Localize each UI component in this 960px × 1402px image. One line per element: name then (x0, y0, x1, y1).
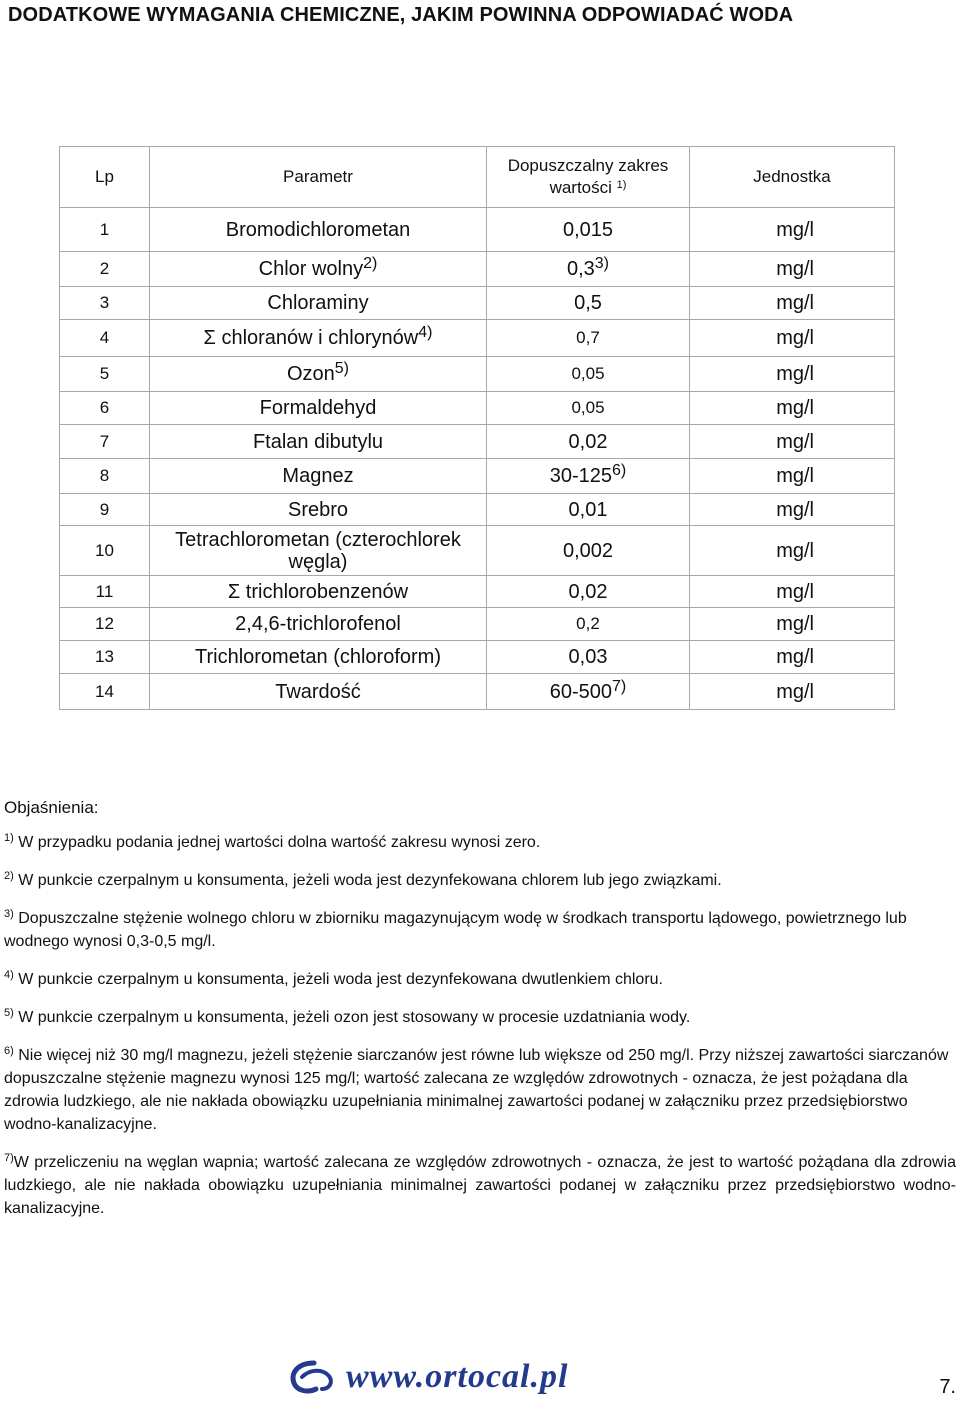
wave-logo-icon (284, 1357, 342, 1397)
table-row (60, 459, 895, 494)
notes-section (4, 796, 956, 1235)
cell-param (150, 208, 487, 252)
value-text: 30-125 (549, 465, 613, 487)
note-text: Nie więcej niż 30 mg/l magnezu, jeżeli stężenie siarczanów jest równe lub większe od 250 mg/l. Przy niższej zawartości siarczanów dopuszczalne stężenie magnezu wynosi 125 mg/l; wartość zalecana ze względów zdrowotnych - oznacza, że jest pożądana dla zdrowia ludzkiego, ale nie nakłada obowiązku uzupełniania minimalnej zawartości podanej w załączniku przez przedsiębiorstwo wodno-kanalizacyjne. (4, 1047, 949, 1133)
note-item (4, 1044, 956, 1136)
value-text: 0,2 (576, 614, 600, 633)
cell-lp: 9 (60, 494, 150, 526)
note-item (4, 1006, 956, 1029)
note-ref: 7) (4, 1152, 14, 1164)
cell-value (487, 576, 690, 608)
cell-unit: mg/l (690, 320, 895, 357)
cell-param (150, 459, 487, 494)
table-row (60, 526, 895, 576)
param-name-line2: węgla) (288, 550, 348, 573)
cell-unit: mg/l (690, 252, 895, 287)
note-ref: 5) (4, 1007, 14, 1019)
note-item (4, 831, 956, 854)
cell-unit: mg/l (690, 459, 895, 494)
note-ref: 4) (4, 969, 14, 981)
value-text: 60-500 (549, 680, 613, 703)
cell-value (487, 320, 690, 357)
cell-lp: 2 (60, 252, 150, 287)
note-ref: 3) (4, 908, 14, 920)
cell-param (150, 674, 487, 710)
param-footnote-ref: 2) (363, 255, 378, 272)
note-ref: 2) (4, 870, 14, 882)
notes-heading: Objaśnienia: (4, 798, 99, 817)
note-text: W punkcie czerpalnym u konsumenta, jeżeli ozon jest stosowany w procesie uzdatniania wody. (18, 1009, 691, 1026)
param-name: Σ chloranów i chlorynów (203, 327, 419, 349)
param-name: Magnez (282, 465, 354, 487)
cell-unit: mg/l (690, 392, 895, 425)
note-text: W punkcie czerpalnym u konsumenta, jeżeli woda jest dezynfekowana chlorem lub jego związkami. (18, 872, 722, 889)
value-text: 0,03 (568, 646, 608, 668)
cell-param (150, 252, 487, 287)
cell-unit: mg/l (690, 576, 895, 608)
cell-param (150, 576, 487, 608)
cell-param (150, 641, 487, 674)
param-name: Srebro (287, 498, 349, 521)
table-header-row (60, 147, 895, 208)
note-text: W przeliczeniu na węglan wapnia; wartość zalecana ze względów zdrowotnych - oznacza, że jest to wartość pożądana dla zdrowia ludzkiego, ale nie nakłada obowiązku uzupełniania minimalnej zawartości podanej w załączniku przez przedsiębiorstwo wodno-kanalizacyjne. (4, 1154, 956, 1217)
cell-param (150, 526, 487, 576)
note-item (4, 907, 956, 953)
cell-value (487, 208, 690, 252)
cell-unit: mg/l (690, 641, 895, 674)
note-item (4, 968, 956, 991)
cell-lp: 12 (60, 608, 150, 641)
value-text: 0,02 (568, 430, 608, 453)
cell-unit: mg/l (690, 357, 895, 392)
note-text: W punkcie czerpalnym u konsumenta, jeżeli woda jest dezynfekowana dwutlenkiem chloru. (18, 971, 663, 988)
table-row (60, 287, 895, 320)
table-row (60, 576, 895, 608)
param-name: Trichlorometan (chloroform) (195, 646, 441, 668)
note-ref: 6) (4, 1045, 14, 1057)
note-text: W przypadku podania jednej wartości dolna wartość zakresu wynosi zero. (18, 834, 541, 851)
cell-value (487, 287, 690, 320)
cell-param (150, 357, 487, 392)
table-row (60, 357, 895, 392)
param-name: Chloraminy (267, 292, 369, 314)
value-text: 0,02 (568, 580, 608, 603)
param-name: Σ trichlorobenzenów (227, 580, 409, 603)
cell-value (487, 459, 690, 494)
value-text: 0,5 (574, 292, 602, 314)
value-footnote-ref: 6) (612, 462, 627, 479)
cell-value (487, 494, 690, 526)
table-row (60, 252, 895, 287)
cell-unit: mg/l (690, 526, 895, 576)
note-text: Dopuszczalne stężenie wolnego chloru w zbiorniku magazynującym wodę w środkach transportu lądowego, powietrznego lub wodnego wynosi 0,3-0,5 mg/l. (4, 910, 907, 950)
cell-param (150, 320, 487, 357)
note-item (4, 1151, 956, 1220)
cell-unit: mg/l (690, 608, 895, 641)
cell-value (487, 357, 690, 392)
table-row (60, 608, 895, 641)
cell-value (487, 608, 690, 641)
cell-value (487, 252, 690, 287)
cell-param (150, 494, 487, 526)
page-number: 7. (939, 1376, 956, 1398)
param-footnote-ref: 4) (418, 324, 433, 341)
cell-unit: mg/l (690, 494, 895, 526)
cell-lp: 7 (60, 425, 150, 459)
cell-param (150, 392, 487, 425)
cell-lp: 5 (60, 357, 150, 392)
cell-unit: mg/l (690, 674, 895, 710)
value-text: 0,015 (562, 218, 614, 241)
cell-value (487, 425, 690, 459)
cell-value (487, 674, 690, 710)
value-text: 0,05 (571, 398, 605, 417)
cell-value (487, 526, 690, 576)
param-name: Chlor wolny (258, 258, 364, 280)
cell-lp: 8 (60, 459, 150, 494)
value-footnote-ref: 3) (594, 255, 610, 272)
param-name: Ftalan dibutylu (252, 430, 384, 453)
value-text: 0,002 (562, 539, 614, 562)
note-item (4, 869, 956, 892)
param-footnote-ref: 5) (334, 360, 350, 377)
cell-lp: 3 (60, 287, 150, 320)
cell-param (150, 425, 487, 459)
requirements-table (59, 146, 895, 710)
cell-lp: 10 (60, 526, 150, 576)
header-value (487, 147, 690, 208)
header-value-ref: 1) (616, 179, 627, 191)
table-row (60, 494, 895, 526)
logo-text: www.ortocal.pl (346, 1358, 569, 1395)
cell-unit: mg/l (690, 208, 895, 252)
table-row (60, 641, 895, 674)
table-row (60, 208, 895, 252)
cell-value (487, 641, 690, 674)
cell-lp: 13 (60, 641, 150, 674)
cell-lp: 4 (60, 320, 150, 357)
cell-value (487, 392, 690, 425)
header-lp: Lp (60, 147, 150, 208)
table-row (60, 320, 895, 357)
table-row (60, 425, 895, 459)
param-name: Bromodichlorometan (225, 218, 411, 241)
param-name: Ozon (286, 363, 335, 385)
header-value-line2: wartości (549, 178, 612, 197)
cell-lp: 6 (60, 392, 150, 425)
param-name: 2,4,6-trichlorofenol (235, 613, 401, 635)
cell-param (150, 287, 487, 320)
header-unit: Jednostka (690, 147, 895, 208)
table-row (60, 674, 895, 710)
cell-unit: mg/l (690, 287, 895, 320)
value-footnote-ref: 7) (612, 677, 627, 695)
value-text: 0,7 (576, 328, 600, 347)
cell-lp: 1 (60, 208, 150, 252)
value-text: 0,05 (571, 364, 605, 383)
param-name: Formaldehyd (259, 397, 377, 419)
param-name: Tetrachlorometan (czterochlorek (175, 528, 461, 551)
header-param: Parametr (150, 147, 487, 208)
header-value-line1: Dopuszczalny zakres (507, 156, 669, 175)
value-text: 0,3 (566, 258, 595, 280)
footer-logo (284, 1352, 684, 1402)
param-name: Twardość (275, 680, 361, 703)
cell-param (150, 608, 487, 641)
notes-list (4, 831, 956, 1220)
cell-lp: 11 (60, 576, 150, 608)
page-title: DODATKOWE WYMAGANIA CHEMICZNE, JAKIM POWINNA ODPOWIADAĆ WODA (8, 4, 794, 26)
cell-lp: 14 (60, 674, 150, 710)
note-ref: 1) (4, 832, 14, 844)
cell-unit: mg/l (690, 425, 895, 459)
table-row (60, 392, 895, 425)
value-text: 0,01 (568, 498, 608, 521)
table-body (60, 208, 895, 710)
